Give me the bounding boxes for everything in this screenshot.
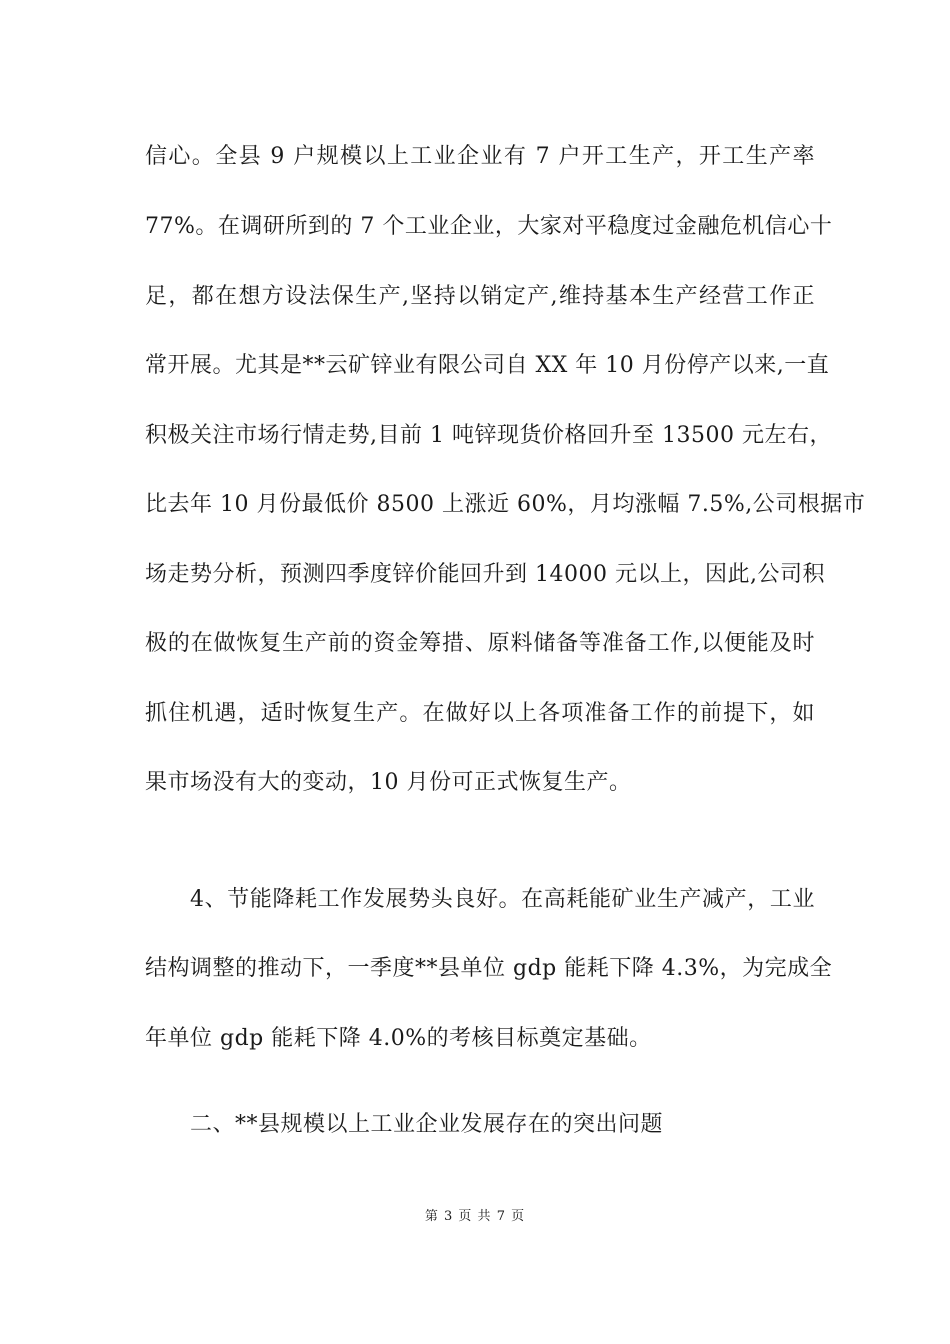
paragraph-line: 抓住机遇，适时恢复生产。在做好以上各项准备工作的前提下，如 <box>145 701 815 726</box>
paragraph-line: 极的在做恢复生产前的资金筹措、原料储备等准备工作,以便能及时 <box>145 631 815 656</box>
paragraph-line: 77%。在调研所到的 7 个工业企业，大家对平稳度过金融危机信心十 <box>145 214 833 239</box>
paragraph-line: 信心。全县 9 户规模以上工业企业有 7 户开工生产，开工生产率 <box>145 144 815 169</box>
paragraph-line-last: 年单位 gdp 能耗下降 4.0%的考核目标奠定基础。 <box>145 1026 652 1051</box>
paragraph-line: 比去年 10 月份最低价 8500 上涨近 60%，月均涨幅 7.5%,公司根据市 <box>145 492 866 517</box>
paragraph-line: 结构调整的推动下，一季度**县单位 gdp 能耗下降 4.3%，为完成全 <box>145 956 833 981</box>
section-heading: 二、**县规模以上工业企业发展存在的突出问题 <box>190 1112 664 1137</box>
paragraph-line: 足，都在想方设法保生产,坚持以销定产,维持基本生产经营工作正 <box>145 284 815 309</box>
paragraph-line: 4、节能降耗工作发展势头良好。在高耗能矿业生产减产，工业 <box>190 887 815 912</box>
paragraph-line: 积极关注市场行情走势,目前 1 吨锌现货价格回升至 13500 元左右， <box>145 423 832 448</box>
paragraph-line: 场走势分析，预测四季度锌价能回升到 14000 元以上，因此,公司积 <box>145 562 825 587</box>
page-number-footer: 第 3 页 共 7 页 <box>424 1209 526 1224</box>
paragraph-line: 常开展。尤其是**云矿锌业有限公司自 XX 年 10 月份停产以来,一直 <box>145 353 830 378</box>
paragraph-line-last: 果市场没有大的变动，10 月份可正式恢复生产。 <box>145 770 632 795</box>
